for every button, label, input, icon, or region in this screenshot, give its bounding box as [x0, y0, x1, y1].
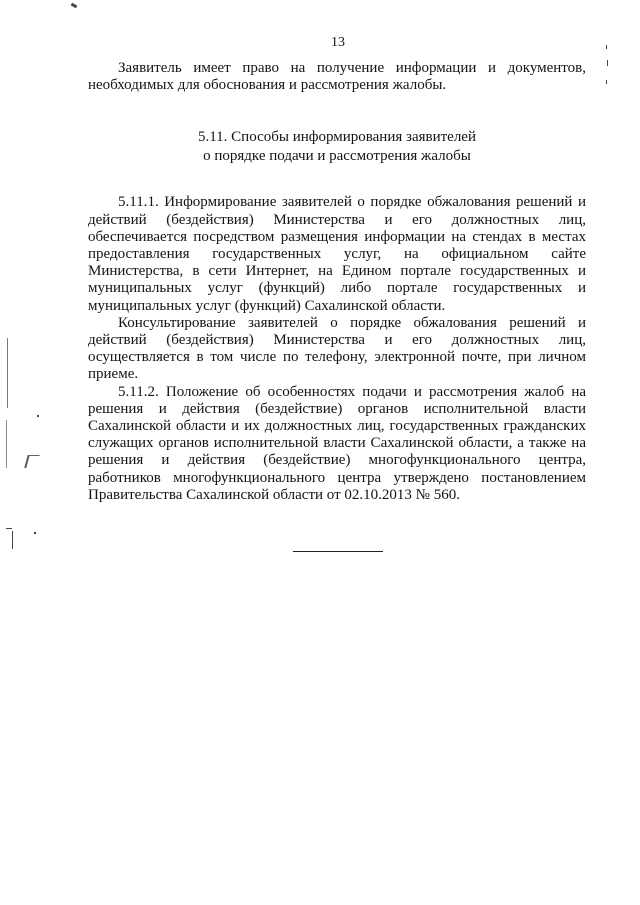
scan-mark — [71, 3, 78, 9]
scan-dot — [34, 532, 36, 534]
end-rule — [293, 551, 383, 552]
section-heading-line-2: о порядке подачи и рассмотрения жалобы — [203, 148, 471, 165]
section-heading-line-1: 5.11. Способы информирования заявителей — [197, 129, 476, 146]
scan-margin-line — [6, 420, 7, 468]
section-heading — [88, 128, 586, 166]
paragraph-consulting: Консультирование заявителей о порядке обжалования решений и действий (бездействия) Министерства и его должностных лиц, осуществляется в том числе по телефону, электронной почте, при личном приеме. — [88, 314, 586, 383]
scan-margin-line — [7, 338, 8, 408]
scan-dot — [606, 45, 607, 49]
scan-margin-tick — [6, 528, 12, 529]
page-number: 13 — [331, 35, 345, 50]
paragraph-5-11-2: 5.11.2. Положение об особенностях подачи и рассмотрения жалоб на решения и действия (бездействие) органов исполнительной власти Сахалинской области и их должностных лиц, государственных гражданских служащих органов исполнительной власти Сахалинской области, а также на решения и действия (бездействие) многофункционального центра, работников многофункционального центра утверждено постановлением Правительства Сахалинской области от 02.10.2013 № 560. — [88, 383, 586, 503]
scan-margin-tick — [12, 531, 13, 549]
scan-margin-mark — [24, 455, 39, 468]
document-body — [88, 60, 586, 504]
paragraph-5-11-1: 5.11.1. Информирование заявителей о порядке обжалования решений и действий (бездействия) Министерства и его должностных лиц, обеспечивается посредством размещения информации на стендах в местах предоставления государственных услуг, на официальном сайте Министерства, в сети Интернет, на Едином портале государственных и муниципальных услуг (функций) либо портале государственных и муниципальных услуг (функций) Сахалинской области. — [88, 194, 586, 314]
scan-dot — [607, 60, 608, 66]
scan-dot — [37, 415, 39, 417]
paragraph-applicant-right: Заявитель имеет право на получение информации и документов, необходимых для обоснования и рассмотрения жалобы. — [88, 60, 586, 94]
scan-dot — [606, 80, 607, 84]
